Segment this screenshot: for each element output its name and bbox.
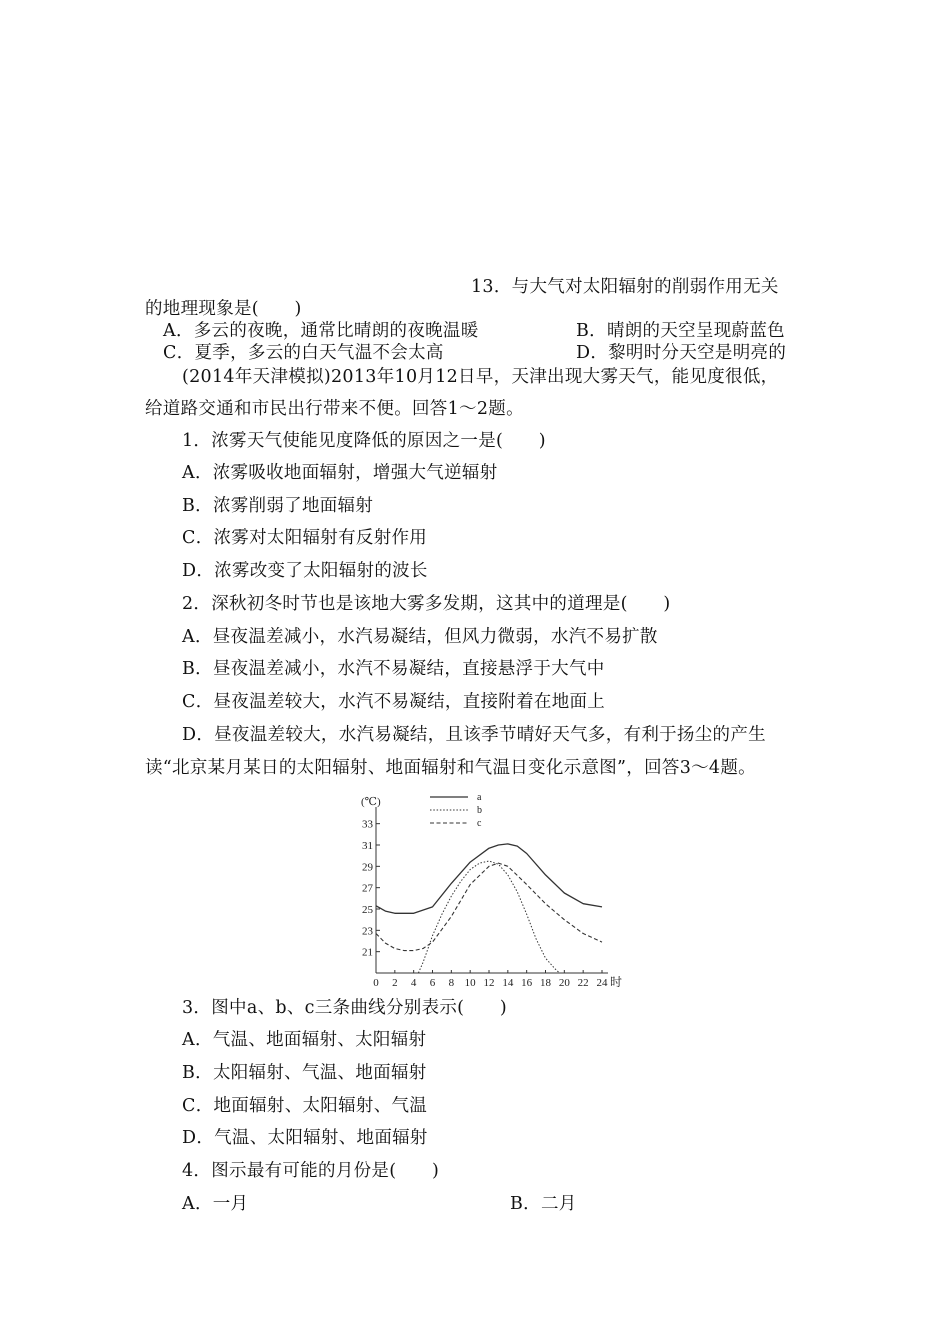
x-tick-label: 22 <box>577 977 589 987</box>
q2-option-c: C．昼夜温差较大，水汽不易凝结，直接附着在地面上 <box>182 692 606 712</box>
q2-option-a: A．昼夜温差减小，水汽易凝结，但风力微弱，水汽不易扩散 <box>182 627 658 647</box>
x-tick-label: 10 <box>464 977 476 987</box>
q1-option-b: B．浓雾削弱了地面辐射 <box>182 496 374 516</box>
q1-option-d: D．浓雾改变了太阳辐射的波长 <box>182 561 428 581</box>
q3-option-a: A．气温、地面辐射、太阳辐射 <box>182 1030 427 1050</box>
q13-option-b: B．晴朗的天空呈现蔚蓝色 <box>576 321 785 341</box>
legend-label-a: a <box>477 792 482 803</box>
y-axis-label: (℃) <box>361 796 381 808</box>
q1-option-a: A．浓雾吸收地面辐射，增强大气逆辐射 <box>182 463 498 483</box>
intro2: 读“北京某月某日的太阳辐射、地面辐射和气温日变化示意图”，回答3～4题。 <box>145 758 756 778</box>
x-tick-label: 16 <box>521 977 533 987</box>
q13-option-d: D．黎明时分天空是明亮的 <box>576 343 787 363</box>
q13-option-a: A．多云的夜晚，通常比晴朗的夜晚温暖 <box>163 321 479 341</box>
q13-stem-line1: 13．与大气对太阳辐射的削弱作用无关 <box>471 277 779 297</box>
q1-stem: 1．浓雾天气使能见度降低的原因之一是( ) <box>182 431 546 451</box>
q4-stem: 4．图示最有可能的月份是( ) <box>182 1161 440 1181</box>
legend-label-b: b <box>477 805 482 816</box>
x-tick-label: 6 <box>429 977 436 987</box>
intro1-line2: 给道路交通和市民出行带来不便。回答1～2题。 <box>145 399 524 419</box>
x-tick-label: 8 <box>448 977 455 987</box>
q4-option-b: B．二月 <box>510 1194 577 1214</box>
y-tick-label: 25 <box>362 904 373 916</box>
q2-option-d: D．昼夜温差较大，水汽易凝结，且该季节晴好天气多，有利于扬尘的产生 <box>182 725 766 745</box>
x-tick-label: 14 <box>502 977 514 987</box>
series-line-b <box>418 861 559 973</box>
y-tick-label: 33 <box>362 818 373 831</box>
x-tick-label: 12 <box>483 977 495 987</box>
x-tick-label: 18 <box>540 977 551 987</box>
q3-option-d: D．气温、太阳辐射、地面辐射 <box>182 1128 428 1148</box>
y-tick-label: 31 <box>362 840 373 852</box>
q13-stem-line2: 的地理现象是( ) <box>145 299 302 319</box>
temperature-radiation-chart <box>355 787 635 987</box>
x-tick-label: 20 <box>558 977 570 987</box>
q4-option-a: A．一月 <box>182 1194 249 1214</box>
series-line-a <box>376 844 602 913</box>
q3-option-c: C．地面辐射、太阳辐射、气温 <box>182 1096 428 1116</box>
x-tick-label: 4 <box>410 977 417 987</box>
x-tick-label: 2 <box>392 977 398 987</box>
x-tick-label: 0 <box>373 977 379 987</box>
series-line-c <box>376 863 602 951</box>
legend-label-c: c <box>477 818 482 829</box>
q2-stem: 2．深秋初冬时节也是该地大雾多发期，这其中的道理是( ) <box>182 594 671 614</box>
y-tick-label: 29 <box>362 861 373 874</box>
q3-stem: 3．图中a、b、c三条曲线分别表示( ) <box>182 998 508 1018</box>
q13-option-c: C．夏季，多云的白天气温不会太高 <box>163 343 444 363</box>
q1-option-c: C．浓雾对太阳辐射有反射作用 <box>182 528 428 548</box>
q2-option-b: B．昼夜温差减小，水汽不易凝结，直接悬浮于大气中 <box>182 659 605 679</box>
y-tick-label: 21 <box>362 946 373 959</box>
y-tick-label: 23 <box>362 925 373 938</box>
intro1-line1: (2014年天津模拟)2013年10月12日早，天津出现大雾天气，能见度很低， <box>182 367 779 387</box>
q3-option-b: B．太阳辐射、气温、地面辐射 <box>182 1063 427 1083</box>
y-tick-label: 27 <box>362 882 373 895</box>
x-axis-label: 时 <box>610 975 623 987</box>
x-tick-label: 24 <box>596 977 608 987</box>
